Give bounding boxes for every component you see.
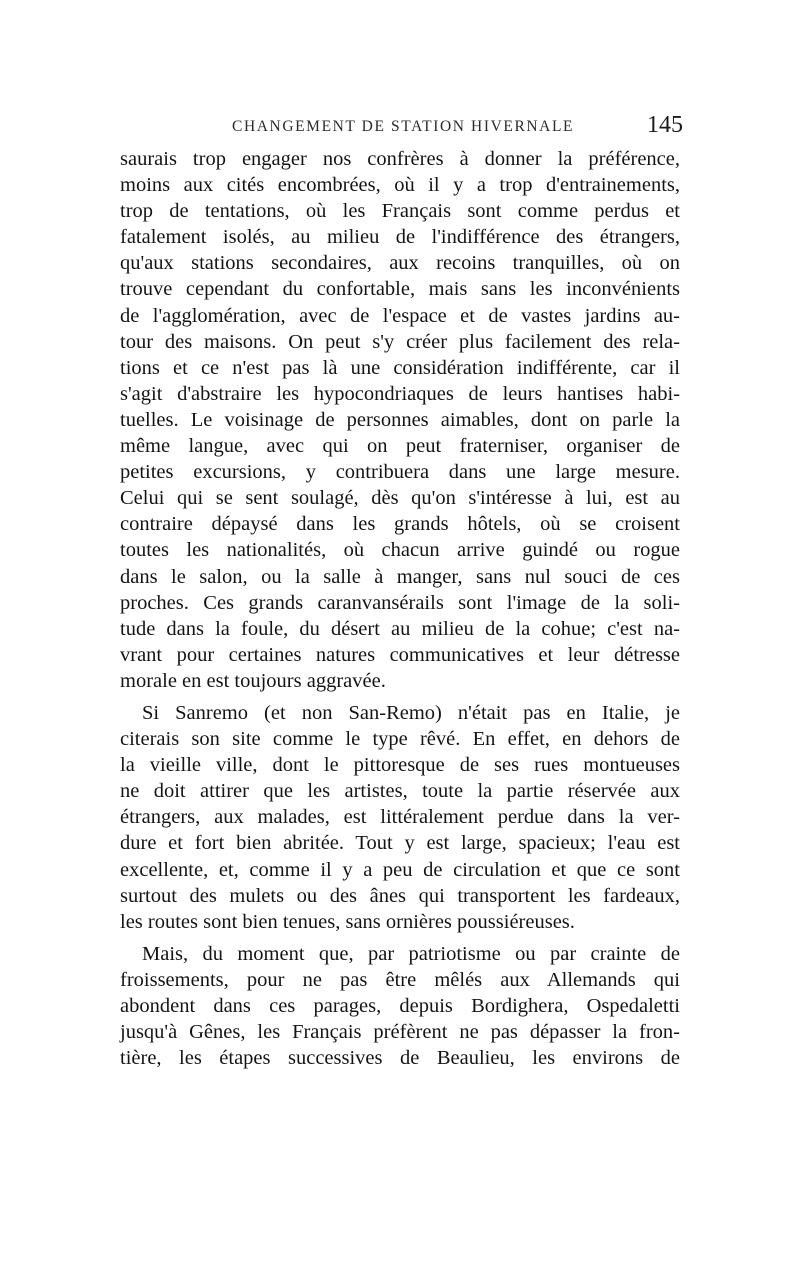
- text-line: tuelles. Le voisinage de personnes aimables, dont on parle la: [120, 408, 680, 431]
- text-line: dure et fort bien abritée. Tout y est large, spacieux; l'eau est: [120, 832, 680, 855]
- running-title: CHANGEMENT DE STATION HIVERNALE: [232, 118, 575, 135]
- paragraph: [120, 146, 680, 694]
- paragraph: [120, 941, 680, 1071]
- page-number: 145: [647, 112, 683, 138]
- text-line: vrant pour certaines natures communicatives et leur détresse: [120, 643, 680, 666]
- text-line: fatalement isolés, au milieu de l'indifférence des étrangers,: [120, 226, 680, 249]
- text-line: Celui qui se sent soulagé, dès qu'on s'intéresse à lui, est au: [120, 487, 680, 510]
- text-line: même langue, avec qui on peut fraterniser, organiser de: [120, 435, 680, 458]
- body-text: [120, 146, 680, 1071]
- text-line: de l'agglomération, avec de l'espace et de vastes jardins au-: [120, 304, 680, 327]
- text-line: proches. Ces grands caranvansérails sont l'image de la soli-: [120, 591, 680, 614]
- running-header: [120, 112, 685, 142]
- text-line: morale en est toujours aggravée.: [120, 669, 386, 692]
- text-line: trop de tentations, où les Français sont comme perdus et: [120, 200, 680, 223]
- text-line: la vieille ville, dont le pittoresque de ses rues montueuses: [120, 754, 680, 777]
- text-line: jusqu'à Gênes, les Français préfèrent ne pas dépasser la fron-: [120, 1021, 680, 1044]
- text-line: surtout des mulets ou des ânes qui transportent les fardeaux,: [120, 884, 680, 907]
- text-line: citerais son site comme le type rêvé. En effet, en dehors de: [120, 728, 680, 751]
- text-line: tour des maisons. On peut s'y créer plus facilement des rela-: [120, 330, 680, 353]
- text-line: petites excursions, y contribuera dans une large mesure.: [120, 461, 680, 484]
- text-line: s'agit d'abstraire les hypocondriaques de leurs hantises habi-: [120, 382, 680, 405]
- text-line: trouve cependant du confortable, mais sans les inconvénients: [120, 278, 680, 301]
- text-line: tière, les étapes successives de Beaulieu, les environs de: [120, 1047, 680, 1070]
- text-line: Mais, du moment que, par patriotisme ou par crainte de: [142, 942, 680, 965]
- text-line: tions et ce n'est pas là une considération indifférente, car il: [120, 356, 680, 379]
- text-line: saurais trop engager nos confrères à donner la préférence,: [120, 148, 680, 170]
- paragraph: [120, 700, 680, 935]
- text-line: dans le salon, ou la salle à manger, sans nul souci de ces: [120, 565, 680, 588]
- text-line: qu'aux stations secondaires, aux recoins tranquilles, où on: [120, 252, 680, 275]
- text-line: étrangers, aux malades, est littéralement perdue dans la ver-: [120, 806, 680, 829]
- text-line: Si Sanremo (et non San-Remo) n'était pas en Italie, je: [142, 701, 680, 724]
- text-line: contraire dépaysé dans les grands hôtels, où se croisent: [120, 513, 680, 536]
- text-line: toutes les nationalités, où chacun arrive guindé ou rogue: [120, 539, 680, 562]
- text-line: abondent dans ces parages, depuis Bordighera, Ospedaletti: [120, 995, 680, 1017]
- text-line: froissements, pour ne pas être mêlés aux Allemands qui: [120, 968, 680, 991]
- text-line: excellente, et, comme il y a peu de circulation et que ce sont: [120, 858, 680, 881]
- text-line: tude dans la foule, du désert au milieu de la cohue; c'est na-: [120, 617, 680, 640]
- text-line: les routes sont bien tenues, sans ornières poussiéreuses.: [120, 910, 575, 933]
- text-line: ne doit attirer que les artistes, toute la partie réservée aux: [120, 780, 680, 803]
- text-line: moins aux cités encombrées, où il y a trop d'entrainements,: [120, 174, 680, 197]
